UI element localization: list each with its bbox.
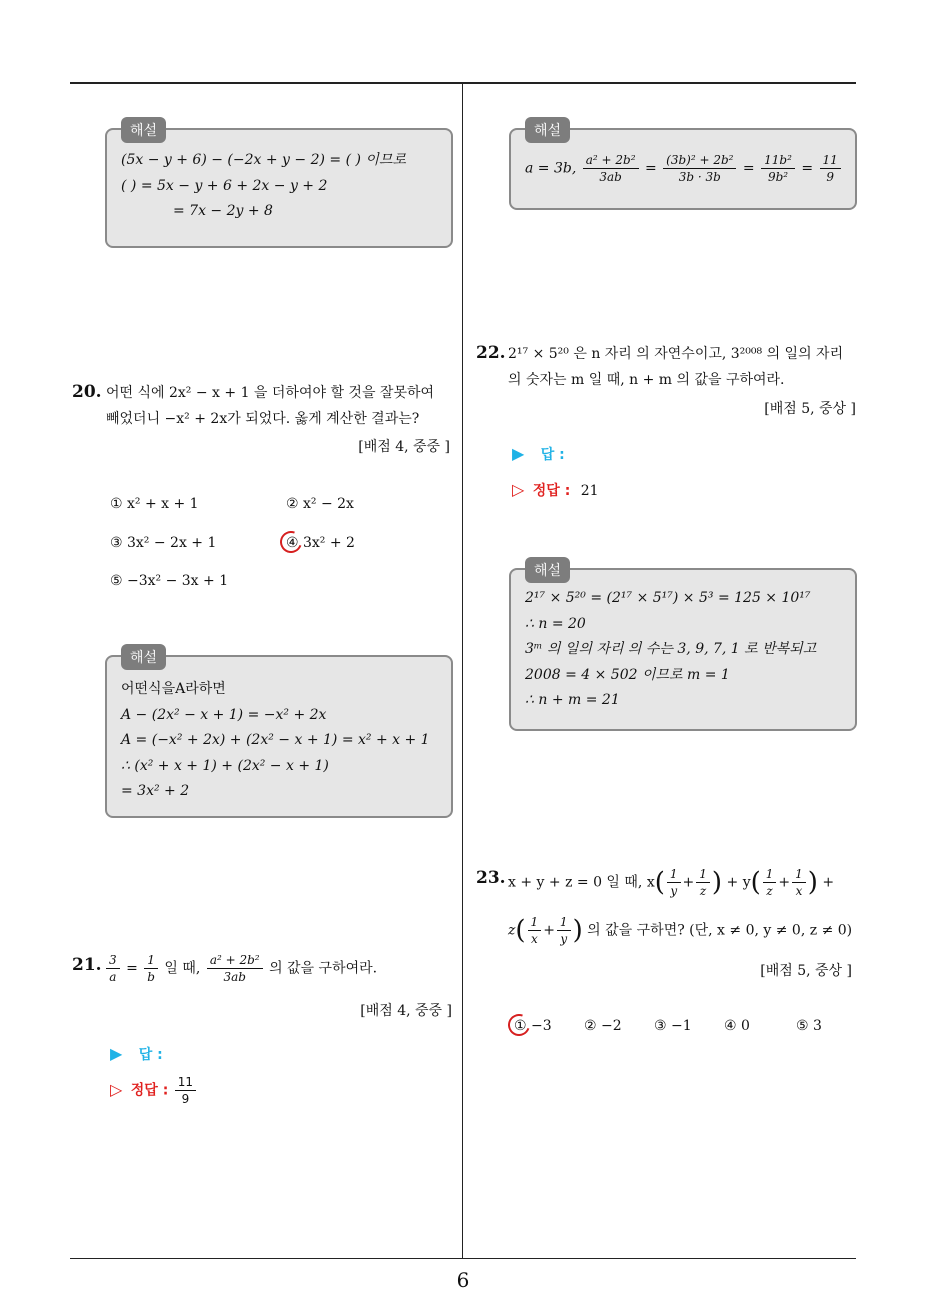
solution-box-top-right bbox=[509, 123, 857, 210]
solution-line: ∴ n = 20 bbox=[525, 615, 586, 632]
solution-tag: 해설 bbox=[525, 117, 570, 143]
close-paren: ) bbox=[572, 915, 583, 946]
answer-label: 답 : bbox=[138, 1047, 163, 1063]
close-paren: ) bbox=[711, 867, 723, 898]
solution-tag: 해설 bbox=[121, 644, 166, 670]
solution-line: A − (2x² − x + 1) = −x² + 2x bbox=[121, 706, 327, 723]
page-number: 6 bbox=[456, 1268, 470, 1292]
question-lead: x + y + z = 0 일 때, x bbox=[508, 874, 655, 891]
question-tail: 의 값을 구하여라. bbox=[269, 960, 378, 977]
open-paren: ( bbox=[750, 867, 761, 898]
numerator: 1 bbox=[557, 914, 571, 931]
choice-2[interactable]: ② x² − 2x bbox=[286, 496, 354, 512]
denominator: z bbox=[766, 884, 773, 898]
outline-triangle-icon: ▷ bbox=[512, 480, 525, 499]
plus-sign: + bbox=[543, 922, 555, 939]
close-paren: ) bbox=[807, 867, 818, 898]
question-text bbox=[106, 380, 434, 432]
solution-line: ∴ n + m = 21 bbox=[525, 692, 620, 708]
solution-line: = 7x − 2y + 8 bbox=[173, 203, 273, 219]
denominator: y bbox=[670, 884, 678, 898]
fraction bbox=[583, 152, 639, 185]
choice-1[interactable]: ① x² + x + 1 bbox=[110, 496, 199, 512]
solution-line: A = (−x² + 2x) + (2x² − x + 1) = x² + x + 1 bbox=[121, 732, 430, 748]
numerator: 1 bbox=[144, 952, 158, 969]
fraction bbox=[667, 866, 681, 899]
fraction bbox=[106, 952, 120, 985]
denominator: 9 bbox=[826, 170, 834, 184]
numerator: 11 bbox=[175, 1074, 196, 1091]
question-connector: 일 때, bbox=[164, 960, 201, 977]
denominator: y bbox=[560, 932, 568, 946]
numerator: 11 bbox=[820, 152, 841, 169]
choice-5[interactable]: ⑤ −3x² − 3x + 1 bbox=[110, 573, 229, 589]
correct-label: 정답 : bbox=[130, 1082, 169, 1099]
score-level: [배점 5, 중상 ] bbox=[764, 401, 856, 417]
numerator: 3 bbox=[106, 952, 120, 969]
solution-box-top-left bbox=[105, 123, 453, 248]
question-number: 20. bbox=[72, 382, 102, 402]
denominator: a bbox=[109, 970, 117, 984]
numerator: (3b)² + 2b² bbox=[663, 152, 736, 169]
numerator: a² + 2b² bbox=[583, 152, 639, 169]
question-line: 빼었더니 −x² + 2x가 되었다. 옳게 계산한 결과는? bbox=[106, 411, 420, 427]
correct-answer-row bbox=[512, 480, 599, 500]
answer-row bbox=[512, 444, 565, 464]
correct-fraction bbox=[175, 1074, 196, 1107]
answer-circle-mark bbox=[504, 1010, 533, 1039]
bottom-rule bbox=[70, 1258, 856, 1259]
denominator: 3ab bbox=[599, 170, 622, 184]
fraction bbox=[763, 866, 777, 899]
solution-line: ∴ (x² + x + 1) + (2x² − x + 1) bbox=[121, 757, 329, 774]
question-number: 23. bbox=[476, 868, 506, 888]
question-tail: 의 값을 구하면? (단, x ≠ 0, y ≠ 0, z ≠ 0) bbox=[587, 922, 853, 939]
question-line-1 bbox=[508, 866, 834, 899]
fraction bbox=[144, 952, 158, 985]
open-paren: ( bbox=[654, 867, 665, 898]
choice-1[interactable]: ① −3 bbox=[514, 1018, 552, 1034]
denominator: 9b² bbox=[767, 170, 789, 184]
question-lead: z bbox=[508, 922, 516, 939]
choice-2[interactable]: ② −2 bbox=[584, 1018, 622, 1034]
question-text bbox=[104, 952, 377, 985]
denominator: b bbox=[147, 970, 155, 984]
answer-circle-mark bbox=[276, 527, 305, 556]
numerator: 1 bbox=[667, 866, 681, 883]
numerator: 1 bbox=[696, 866, 710, 883]
open-paren: ( bbox=[515, 915, 526, 946]
fraction bbox=[820, 152, 841, 185]
column-divider bbox=[462, 84, 463, 1258]
choice-3[interactable]: ③ 3x² − 2x + 1 bbox=[110, 535, 217, 551]
fraction bbox=[696, 866, 710, 899]
formula-lead: a = 3b, bbox=[525, 160, 577, 177]
question-number: 22. bbox=[476, 343, 506, 363]
denominator: 3ab bbox=[223, 970, 246, 984]
fraction bbox=[792, 866, 806, 899]
equals-sign: = bbox=[126, 960, 138, 977]
numerator: a² + 2b² bbox=[207, 952, 263, 969]
choice-4[interactable]: ④ 3x² + 2 bbox=[286, 535, 355, 551]
choice-3[interactable]: ③ −1 bbox=[654, 1018, 692, 1034]
solution-formula: a = 3b, $\frac{\text{a² + 2b²}}{3ab}$ = $\frac{\text{(3b)² + 2b²}}{3b \cdot 3b}$ = $\frac{\text{11b²}}{\text{9b²}}$ = $\frac{11}{9}$ bbox=[525, 152, 843, 185]
fraction bbox=[557, 914, 571, 947]
solution-tag: 해설 bbox=[121, 117, 166, 143]
outline-triangle-icon: ▷ bbox=[110, 1079, 123, 1099]
question-line-2 bbox=[508, 914, 852, 947]
question-number: 21. bbox=[72, 955, 102, 975]
correct-label: 정답 : bbox=[532, 483, 571, 499]
question-tail: + bbox=[822, 874, 835, 891]
solution-line: 2¹⁷ × 5²⁰ = (2¹⁷ × 5¹⁷) × 5³ = 125 × 10¹⁷ bbox=[525, 590, 811, 606]
solution-box-q20 bbox=[105, 650, 453, 818]
score-level: [배점 4, 중중 ] bbox=[360, 1003, 452, 1019]
denominator: x bbox=[795, 884, 803, 898]
answer-row bbox=[110, 1044, 163, 1064]
choice-5[interactable]: ⑤ 3 bbox=[796, 1018, 822, 1034]
question-line: 2¹⁷ × 5²⁰ 은 n 자리 의 자연수이고, 3²⁰⁰⁸ 의 일의 자리 bbox=[508, 346, 844, 362]
top-rule bbox=[70, 82, 856, 84]
play-arrow-icon: ▶ bbox=[110, 1044, 123, 1063]
fraction bbox=[528, 914, 542, 947]
score-level: [배점 4, 중중 ] bbox=[358, 439, 450, 455]
fraction bbox=[663, 152, 736, 185]
solution-line: 3ᵐ 의 일의 자리 의 수는 3, 9, 7, 1 로 반복되고 bbox=[525, 641, 817, 657]
solution-line: = 3x² + 2 bbox=[121, 783, 190, 799]
denominator: 3b · 3b bbox=[678, 170, 721, 184]
question-line: 의 숫자는 m 일 때, n + m 의 값을 구하여라. bbox=[508, 372, 785, 388]
fraction bbox=[207, 952, 263, 985]
numerator: 11b² bbox=[761, 152, 795, 169]
numerator: 1 bbox=[792, 866, 806, 883]
correct-value: 21 bbox=[580, 483, 599, 499]
choice-4[interactable]: ④ 0 bbox=[724, 1018, 750, 1034]
fraction bbox=[761, 152, 795, 185]
numerator: 1 bbox=[763, 866, 777, 883]
denominator: z bbox=[699, 884, 707, 898]
question-line: 어떤 식에 2x² − x + 1 을 더하여야 할 것을 잘못하여 bbox=[106, 385, 435, 401]
solution-box-q22 bbox=[509, 563, 857, 731]
question-mid: + y bbox=[726, 874, 751, 891]
solution-line: (5x − y + 6) − (−2x + y − 2) = ( ) 이므로 bbox=[121, 152, 406, 168]
play-arrow-icon: ▶ bbox=[512, 444, 525, 463]
score-level: [배점 5, 중상 ] bbox=[760, 963, 852, 979]
denominator: 9 bbox=[181, 1092, 190, 1106]
solution-line: 2008 = 4 × 502 이므로 m = 1 bbox=[525, 666, 730, 683]
correct-answer-row bbox=[110, 1074, 198, 1107]
plus-sign: + bbox=[778, 874, 791, 891]
plus-sign: + bbox=[682, 874, 695, 891]
solution-tag: 해설 bbox=[525, 557, 570, 583]
denominator: x bbox=[530, 932, 538, 946]
numerator: 1 bbox=[528, 914, 542, 931]
answer-label: 답 : bbox=[540, 447, 565, 463]
solution-line: ( ) = 5x − y + 6 + 2x − y + 2 bbox=[121, 177, 328, 194]
solution-line: 어떤식을A라하면 bbox=[121, 681, 226, 697]
question-text bbox=[508, 341, 843, 393]
